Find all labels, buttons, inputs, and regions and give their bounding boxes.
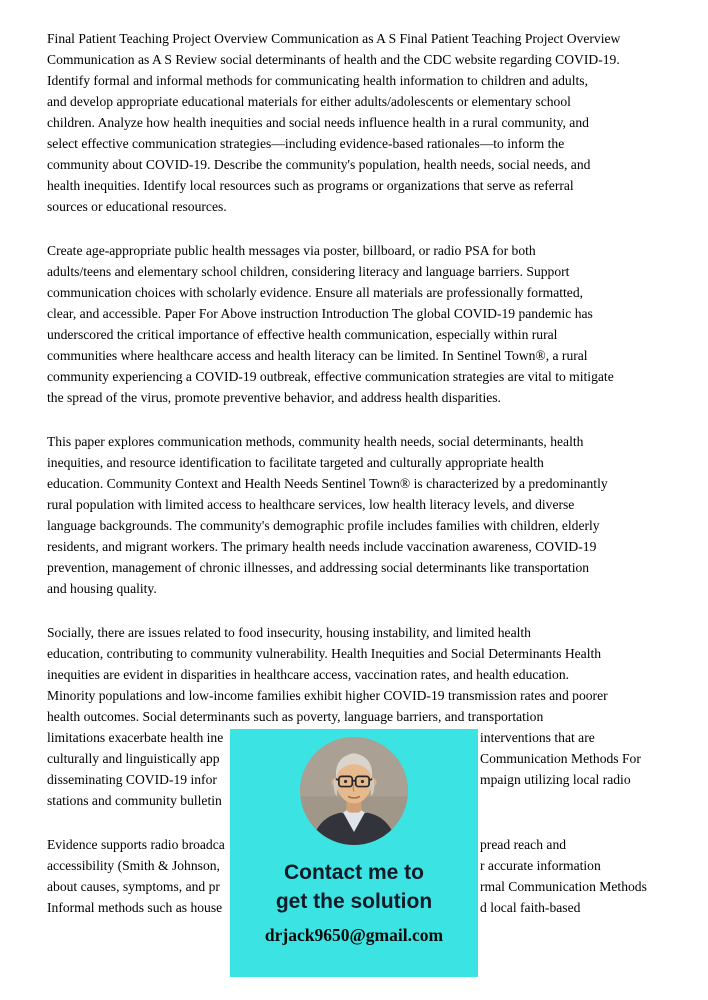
contact-heading-line1: Contact me to <box>283 861 424 884</box>
line-left-fragment: Evidence supports radio broadca <box>47 837 225 852</box>
text-line: education, contributing to community vulnerability. Health Inequities and Social Determinants Health <box>47 646 602 661</box>
man-portrait-icon <box>300 737 408 845</box>
contact-email[interactable]: drjack9650@gmail.com <box>264 925 444 945</box>
contact-heading <box>276 858 432 916</box>
line-right-fragment: interventions that are <box>480 730 595 745</box>
text-line: underscored the critical importance of effective health communication, especially within rural <box>47 327 558 342</box>
line-left-fragment: culturally and linguistically app <box>47 751 220 766</box>
line-left-fragment: about causes, symptoms, and pr <box>47 879 220 894</box>
text-line: Socially, there are issues related to food insecurity, housing instability, and limited health <box>47 625 531 640</box>
text-line: inequities are evident in disparities in healthcare access, vaccination rates, and health education. <box>47 667 570 682</box>
line-right-fragment: rmal Communication Methods <box>480 879 647 894</box>
text-line: This paper explores communication methods, community health needs, social determinants, health <box>47 434 584 449</box>
text-line: Communication as A S Review social determinants of health and the CDC website regarding COVID-19. <box>47 52 620 67</box>
line-right-fragment: pread reach and <box>480 837 567 852</box>
line-left-fragment: stations and community bulletin <box>47 793 222 808</box>
text-line: health outcomes. Social determinants such as poverty, language barriers, and transportation <box>47 709 544 724</box>
text-line: communication choices with scholarly evidence. Ensure all materials are professionally formatted, <box>47 285 584 300</box>
text-line: adults/teens and elementary school children, considering literacy and language barriers. Support <box>47 264 570 279</box>
text-line: rural population with limited access to healthcare services, low health literacy levels, and diverse <box>47 497 575 512</box>
line-left-fragment: accessibility (Smith & Johnson, <box>47 858 220 873</box>
paragraph-1 <box>47 28 661 217</box>
tutor-avatar <box>300 737 408 845</box>
text-line: language backgrounds. The community's demographic profile includes families with children, elderly <box>47 518 600 533</box>
text-line: residents, and migrant workers. The primary health needs include vaccination awareness, COVID-19 <box>47 539 597 554</box>
line-left-fragment: disseminating COVID-19 infor <box>47 772 217 787</box>
text-line: children. Analyze how health inequities and social needs influence health in a rural community, and <box>47 115 589 130</box>
text-line: and develop appropriate educational materials for either adults/adolescents or elementary school <box>47 94 571 109</box>
line-right-fragment: r accurate information <box>480 858 601 873</box>
text-line: community about COVID-19. Describe the community's population, health needs, social needs, and <box>47 157 591 172</box>
text-line: Create age-appropriate public health messages via poster, billboard, or radio PSA for both <box>47 243 536 258</box>
line-right-fragment: d local faith-based <box>480 900 581 915</box>
text-line: education. Community Context and Health Needs Sentinel Town® is characterized by a predominantly <box>47 476 608 491</box>
text-line: the spread of the virus, promote preventive behavior, and address health disparities. <box>47 390 501 405</box>
line-right-fragment: mpaign utilizing local radio <box>480 772 631 787</box>
text-line: clear, and accessible. Paper For Above instruction Introduction The global COVID-19 pandemic has <box>47 306 593 321</box>
line-right-fragment: Communication Methods For <box>480 751 641 766</box>
text-line: health inequities. Identify local resources such as programs or organizations that serve as referral <box>47 178 574 193</box>
text-line: Minority populations and low-income families exhibit higher COVID-19 transmission rates and poorer <box>47 688 608 703</box>
text-line: communities where healthcare access and health literacy can be limited. In Sentinel Town®, a rural <box>47 348 588 363</box>
paragraph-2 <box>47 240 661 408</box>
text-line: Final Patient Teaching Project Overview Communication as A S Final Patient Teaching Project Overview <box>47 31 621 46</box>
text-line: inequities, and resource identification to facilitate targeted and culturally appropriate health <box>47 455 544 470</box>
text-line: select effective communication strategies—including evidence-based rationales—to inform the <box>47 136 565 151</box>
text-line: sources or educational resources. <box>47 199 227 214</box>
contact-overlay <box>230 729 478 977</box>
paragraph-3 <box>47 431 661 599</box>
line-left-fragment: Informal methods such as house <box>47 900 223 915</box>
line-left-fragment: limitations exacerbate health ine <box>47 730 224 745</box>
text-line: Identify formal and informal methods for communicating health information to children and adults, <box>47 73 588 88</box>
contact-heading-line2: get the solution <box>275 890 433 913</box>
text-line: and housing quality. <box>47 581 157 596</box>
text-line: community experiencing a COVID-19 outbreak, effective communication strategies are vital to mitigate <box>47 369 614 384</box>
text-line: prevention, management of chronic illnesses, and addressing social determinants like transportation <box>47 560 590 575</box>
